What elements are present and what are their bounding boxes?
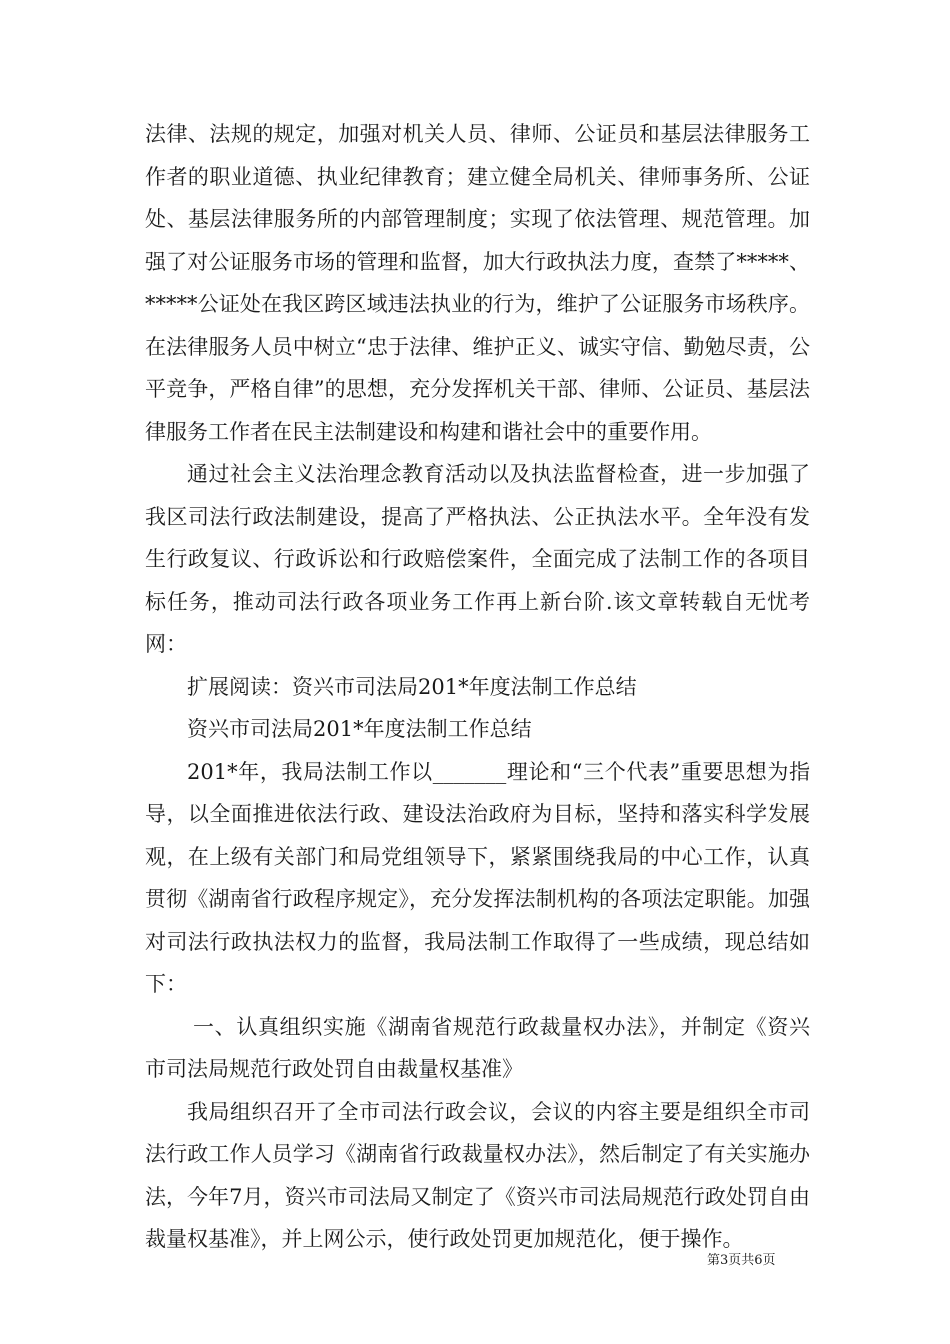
page-number: 第3页共6页: [707, 1253, 776, 1268]
paragraph-summary: 通过社会主义法治理念教育活动以及执法监督检查，进一步加强了我区司法行政法制建设，提高了严格执法、公正执法水平。全年没有发生行政复议、行政诉讼和行政赔偿案件，全面完成了法制工作的各项目标任务，推动司法行政各项业务工作再上新台阶.该文章转载自无忧考网：: [145, 462, 810, 656]
section-heading-one: 一、认真组织实施《湖南省规范行政裁量权办法》，并制定《资兴市司法局规范行政处罚自由裁量权基准》: [145, 1014, 810, 1081]
paragraph-section-one: 我局组织召开了全市司法行政会议，会议的内容主要是组织全市司法行政工作人员学习《湖南省行政裁量权办法》，然后制定了有关实施办法，今年7月，资兴市司法局又制定了《资兴市司法局规范行政处罚自由裁量权基准》，并上网公示，使行政处罚更加规范化，便于操作。: [145, 1099, 810, 1251]
paragraph-continuation: 法律、法规的规定，加强对机关人员、律师、公证员和基层法律服务工作者的职业道德、执业纪律教育；建立健全局机关、律师事务所、公证处、基层法律服务所的内部管理制度；实现了依法管理、规范管理。加强了对公证服务市场的管理和监督，加大行政执法力度，查禁了*****、*****公证处在我区跨区域违法执业的行为，维护了公证服务市场秩序。在法律服务人员中树立“忠于法律、维护正义、诚实守信、勤勉尽责，公平竞争，严格自律”的思想，充分发挥机关干部、律师、公证员、基层法律服务工作者在民主法制建设和构建和谐社会中的重要作用。: [145, 122, 810, 444]
document-body: [145, 113, 810, 1261]
extended-reading-line: 扩展阅读：资兴市司法局201*年度法制工作总结: [187, 674, 637, 699]
section-title: 资兴市司法局201*年度法制工作总结: [187, 717, 532, 741]
paragraph-intro: 201*年，我局法制工作以_______理论和“三个代表”重要思想为指导，以全面推进依法行政、建设法治政府为目标，坚持和落实科学发展观，在上级有关部门和局党组领导下，紧紧围绕我局的中心工作，认真贯彻《湖南省行政程序规定》，充分发挥法制机构的各项法定职能。加强对司法行政执法权力的监督，我局法制工作取得了一些成绩，现总结如下：: [145, 759, 810, 996]
